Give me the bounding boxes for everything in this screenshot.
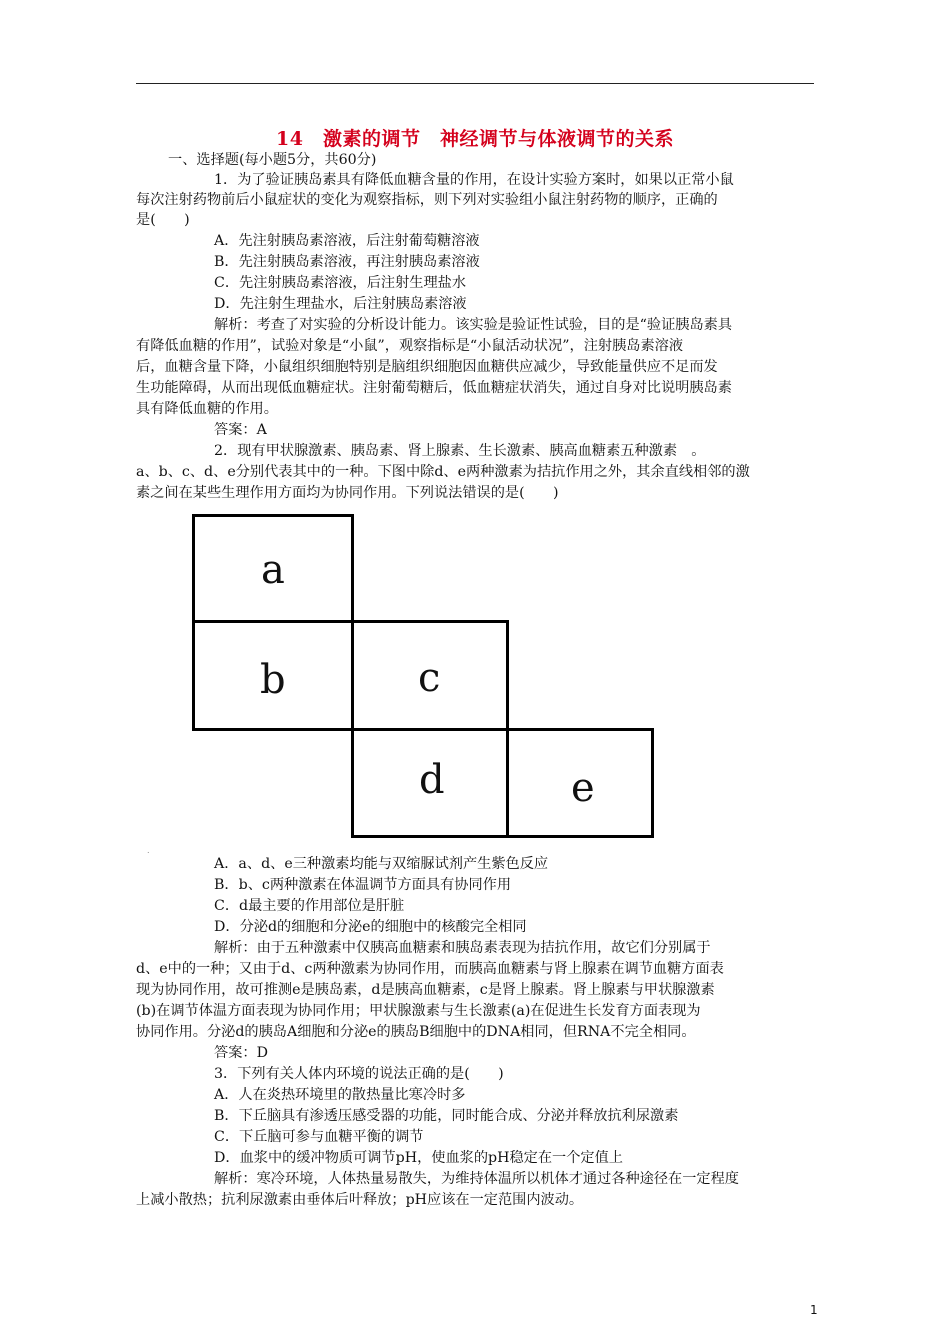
q1-analysis-line: 生功能障碍，从而出现低血糖症状。注射葡萄糖后，低血糖症状消失，通过自身对比说明胰岛素 <box>136 380 732 396</box>
q1-answer: 答案：A <box>214 422 267 438</box>
q1-option: B．先注射胰岛素溶液，再注射胰岛素溶液 <box>214 254 480 270</box>
q2-option: C．d最主要的作用部位是肝脏 <box>214 898 405 914</box>
q1-analysis-line: 解析：考查了对实验的分析设计能力。该实验是验证性试验，目的是“验证胰岛素具 <box>214 317 733 333</box>
stray-mark: . <box>147 846 150 855</box>
diagram-label-d: d <box>419 757 445 803</box>
diagram-cell-a <box>192 514 354 623</box>
q2-answer: 答案：D <box>214 1045 268 1061</box>
q2-analysis-line: 解析：由于五种激素中仅胰高血糖素和胰岛素表现为拮抗作用，故它们分别属于 <box>214 940 711 956</box>
section-heading: 一、选择题(每小题5分，共60分) <box>168 152 377 168</box>
q1-option: D．先注射生理盐水，后注射胰岛素溶液 <box>214 296 467 312</box>
diagram-label-e: e <box>571 765 595 811</box>
q1-stem-line: 是( ) <box>136 212 190 228</box>
header-rule <box>136 83 814 84</box>
q2-option: B．b、c两种激素在体温调节方面具有协同作用 <box>214 877 512 893</box>
q1-option: C．先注射胰岛素溶液，后注射生理盐水 <box>214 275 467 291</box>
q3-analysis-line: 解析：寒冷环境，人体热量易散失，为维持体温所以机体才通过各种途径在一定程度 <box>214 1171 739 1187</box>
q1-stem-line: 1．为了验证胰岛素具有降低血糖含量的作用，在设计实验方案时，如果以正常小鼠 <box>214 172 734 188</box>
diagram-cell-d <box>351 728 509 838</box>
q2-option: D．分泌d的细胞和分泌e的细胞中的核酸完全相同 <box>214 919 527 935</box>
q3-analysis-line: 上减小散热；抗利尿激素由垂体后叶释放；pH应该在一定范围内波动。 <box>136 1192 584 1208</box>
q2-option: A．a、d、e三种激素均能与双缩脲试剂产生紫色反应 <box>214 856 549 872</box>
q3-option: B．下丘脑具有渗透压感受器的功能，同时能合成、分泌并释放抗利尿激素 <box>214 1108 679 1124</box>
q1-analysis-line: 后，血糖含量下降，小鼠组织细胞特别是脑组织细胞因血糖供应减少，导致能量供应不足而发 <box>136 359 718 375</box>
q1-stem-line: 每次注射药物前后小鼠症状的变化为观察指标，则下列对实验组小鼠注射药物的顺序，正确的 <box>136 192 718 208</box>
diagram-cell-b <box>192 620 354 731</box>
q2-analysis-line: d、e中的一种；又由于d、c两种激素为协同作用，而胰高血糖素与肾上腺素在调节血糖方面表 <box>136 961 724 977</box>
q1-analysis-line: 有降低血糖的作用”，试验对象是“小鼠”，观察指标是“小鼠活动状况”，注射胰岛素溶液 <box>136 338 684 354</box>
q1-analysis-line: 具有降低血糖的作用。 <box>136 401 278 417</box>
q2-stem-line: 素之间在某些生理作用方面均为协同作用。下列说法错误的是( ) <box>136 485 559 501</box>
q2-analysis-line: 现为协同作用，故可推测e是胰岛素，d是胰高血糖素，c是肾上腺素。肾上腺素与甲状腺激素 <box>136 982 715 998</box>
diagram-cell-c <box>351 620 509 731</box>
q3-option: A．人在炎热环境里的散热量比寒冷时多 <box>214 1087 466 1103</box>
page-title: 14 激素的调节 神经调节与体液调节的关系 <box>276 128 674 150</box>
diagram-label-c: c <box>418 655 441 701</box>
q2-analysis-line: (b)在调节体温方面表现为协同作用；甲状腺激素与生长激素(a)在促进生长发育方面表现为 <box>136 1003 701 1019</box>
q2-analysis-line: 协同作用。分泌d的胰岛A细胞和分泌e的胰岛B细胞中的DNA相同，但RNA不完全相同。 <box>136 1024 696 1040</box>
diagram-label-b: b <box>260 657 286 703</box>
q1-option: A．先注射胰岛素溶液，后注射葡萄糖溶液 <box>214 233 480 249</box>
q3-option: C．下丘脑可参与血糖平衡的调节 <box>214 1129 424 1145</box>
q3-option: D．血浆中的缓冲物质可调节pH，使血浆的pH稳定在一个定值上 <box>214 1150 623 1166</box>
q2-stem-line: a、b、c、d、e分别代表其中的一种。下图中除d、e两种激素为拮抗作用之外，其余直线相邻的激 <box>136 464 750 480</box>
diagram-cell-e <box>506 728 654 838</box>
q2-stem-line: 2．现有甲状腺激素、胰岛素、肾上腺素、生长激素、胰高血糖素五种激素 。 <box>214 443 706 459</box>
q3-stem-line: 3．下列有关人体内环境的说法正确的是( ) <box>214 1066 504 1082</box>
page-number: 1 <box>810 1303 818 1317</box>
diagram-label-a: a <box>261 547 285 593</box>
